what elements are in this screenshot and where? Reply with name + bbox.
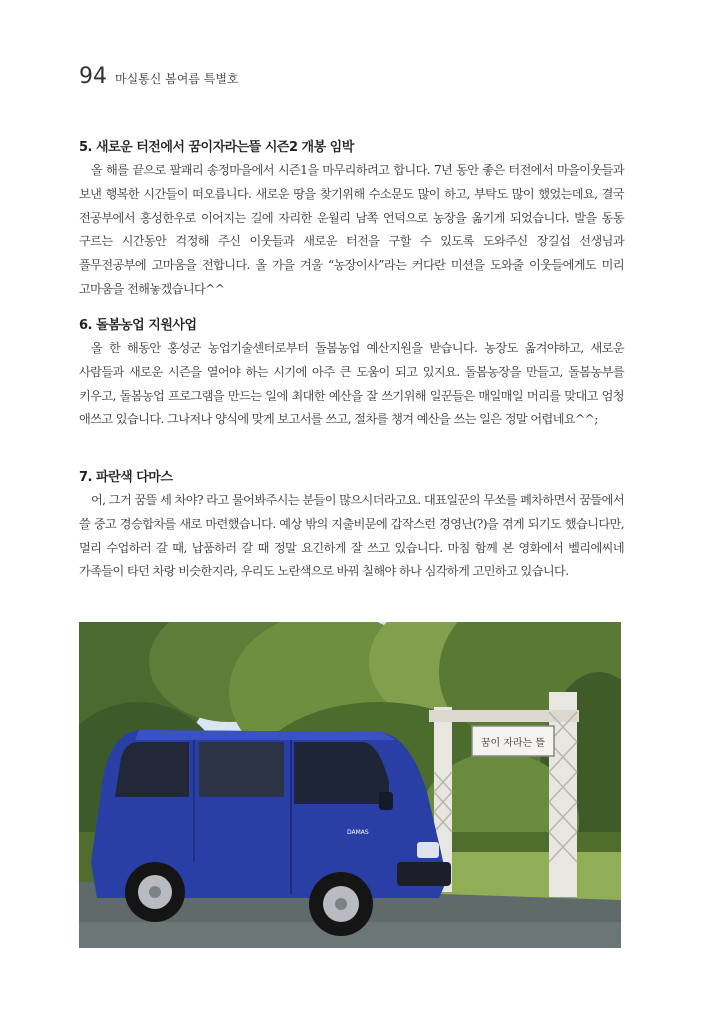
publication-title: 마실통신 봄여름 특별호 xyxy=(115,72,239,86)
section-body: 올 해를 끝으로 팔괘리 송정마을에서 시즌1을 마무리하려고 합니다. 7년 동안 좋은 터전에서 마을이웃들과 보낸 행복한 시간들이 떠오릅니다. 새로운 땅을 찾기위해 수소문도 많이 하고, 부탁도 많이 했었는데요, 결국 전공부에서 홍성한우로 이어지는 길에 자리한 운월리 남쪽 언덕으로 농장을 옮기게 되었습니다. 발을 동동 구르는 시간동안 걱정해 주신 이웃들과 새로운 터전을 구할 수 있도록 도와주신 장길섭 선생님과 풀무전공부에 고마움을 전합니다. 올 가을 겨울 “농장이사”라는 커다란 미션을 도와줄 이웃들에게도 미리 고마움을 전해놓겠습니다^^ xyxy=(79,163,624,296)
section-title: 7. 파란색 다마스 xyxy=(79,470,173,485)
photo-illustration xyxy=(79,622,621,948)
farm-sign-text: 꿈이 자라는 뜰 xyxy=(480,738,546,749)
section-moving-farm xyxy=(79,136,624,302)
section-title: 5. 새로운 터전에서 꿈이자라는뜰 시즌2 개봉 임박 xyxy=(79,140,354,155)
van-badge: DAMAS xyxy=(347,829,369,836)
section-blue-damas xyxy=(79,466,624,584)
lawn xyxy=(439,852,621,902)
page-header xyxy=(79,64,239,89)
section-body: 어, 그거 꿈뜰 세 차야? 라고 물어봐주시는 분들이 많으시더라고요. 대표일꾼의 무쏘를 폐차하면서 꿈뜰에서 쓸 중고 경승합차를 새로 마련했습니다. 예상 밖의 지출비문에 갑작스런 경영난(?)을 겪게 되기도 했습니다만, 멀리 수업하러 갈 때, 납품하러 갈 때 정말 요긴하게 잘 쓰고 있습니다. 마침 함께 본 영화에서 벨리에씨네 가족들이 타던 차랑 비슷한지라, 우리도 노란색으로 바꿔 칠해야 하나 심각하게 고민하고 있습니다. xyxy=(79,493,624,579)
section-care-farming xyxy=(79,314,624,432)
section-body: 올 한 해동안 홍성군 농업기술센터로부터 돌봄농업 예산지원을 받습니다. 농장도 옮겨야하고, 새로운 사람들과 새로운 시즌을 열어야 하는 시기에 아주 큰 도움이 되고 있지요. 돌봄농장을 만들고, 돌봄농부를 키우고, 돌봄농업 프로그램을 만드는 일에 최대한 예산을 잘 쓰기위해 일꾼들은 매일매일 머리를 맞대고 엄청 애쓰고 있습니다. 그나저나 양식에 맞게 보고서를 쓰고, 절차를 챙겨 예산을 쓰는 일은 정말 어렵네요^^; xyxy=(79,341,624,427)
section-title: 6. 돌봄농업 지원사업 xyxy=(79,318,197,333)
page-number: 94 xyxy=(79,64,107,89)
photo-blue-van xyxy=(79,622,621,948)
